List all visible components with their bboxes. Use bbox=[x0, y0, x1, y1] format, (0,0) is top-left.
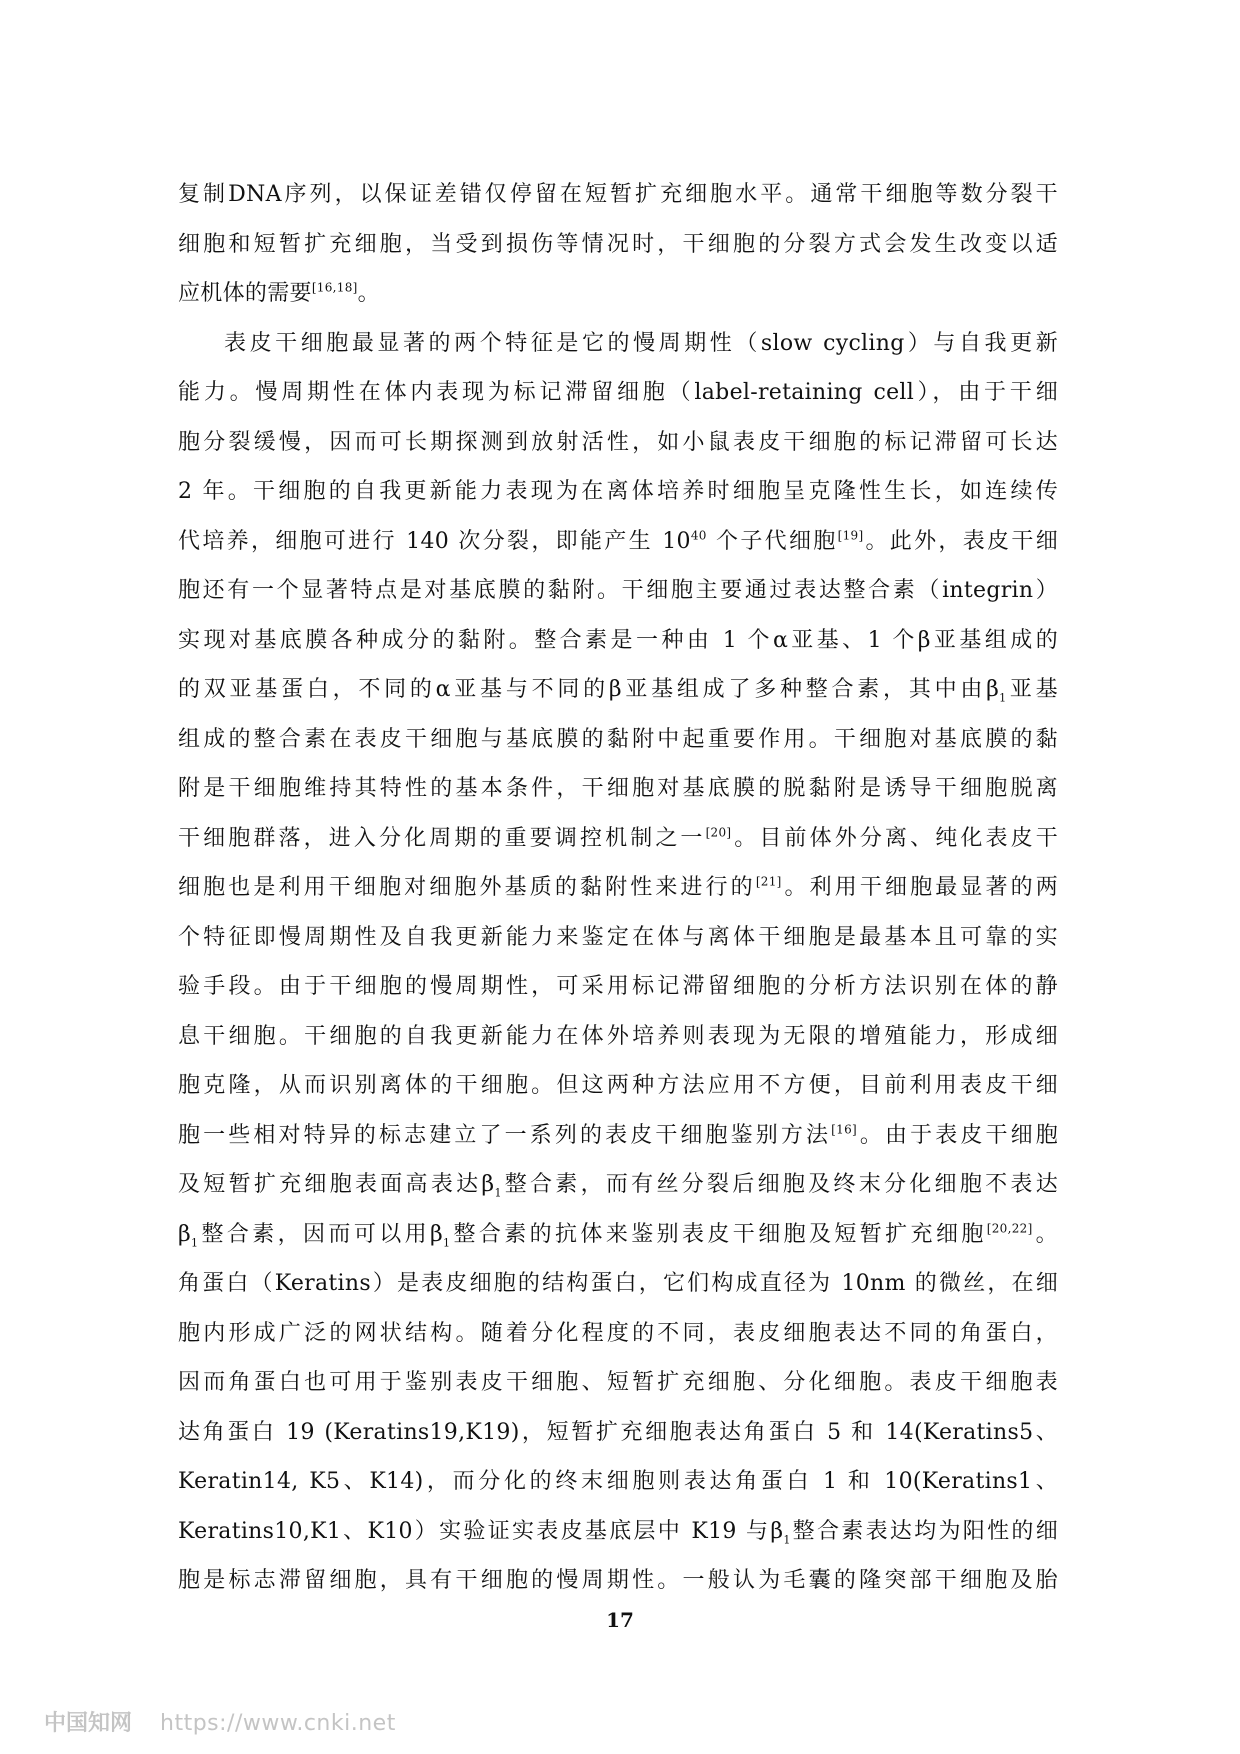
text-line: 胞一些相对特异的标志建立了一系列的表皮干细胞鉴别方法[16]。由于表皮干细胞 bbox=[178, 1122, 1058, 1148]
text-line: 胞克隆，从而识别离体的干细胞。但这两种方法应用不方便，目前利用表皮干细 bbox=[178, 1073, 1058, 1098]
text-line: 干细胞群落，进入分化周期的重要调控机制之一[20]。目前体外分离、纯化表皮干 bbox=[178, 825, 1058, 851]
text-line: 细胞也是利用干细胞对细胞外基质的黏附性来进行的[21]。利用干细胞最显著的两 bbox=[178, 874, 1058, 900]
text-line: 及短暂扩充细胞表面高表达$\beta_1$整合素，而有丝分裂后细胞及终末分化细胞不表达 bbox=[178, 1172, 1058, 1200]
text-line: $\beta_1$整合素，因而可以用$\beta_1$整合素的抗体来鉴别表皮干细胞及短暂扩充细胞[20,22]。 bbox=[178, 1221, 1058, 1249]
citation-ref: [20] bbox=[705, 825, 732, 840]
text-line: 个特征即慢周期性及自我更新能力来鉴定在体与离体干细胞是最基本且可靠的实 bbox=[178, 924, 1058, 950]
text-line: 应机体的需要[16,18]。 bbox=[178, 280, 380, 306]
page-body bbox=[178, 170, 1058, 1606]
text-line: 实现对基底膜各种成分的黏附。整合素是一种由 1 个α亚基、1 个β亚基组成的 bbox=[178, 627, 1058, 653]
citation-ref: [20,22] bbox=[986, 1221, 1033, 1236]
subscript: 1 bbox=[494, 1186, 502, 1200]
subscript: 1 bbox=[999, 691, 1007, 705]
text-line: 2 年。干细胞的自我更新能力表现为在离体培养时细胞呈克隆性生长，如连续传 bbox=[178, 479, 1058, 504]
text-line: 胞内形成广泛的网状结构。随着分化程度的不同，表皮细胞表达不同的角蛋白， bbox=[178, 1320, 1058, 1346]
citation-ref: [19] bbox=[837, 528, 864, 543]
text-line: 附是干细胞维持其特性的基本条件，干细胞对基底膜的脱黏附是诱导干细胞脱离 bbox=[178, 776, 1058, 801]
text-line: 的双亚基蛋白，不同的α亚基与不同的β亚基组成了多种整合素，其中由$\beta_1$亚基 bbox=[178, 677, 1058, 705]
watermark-logo: 中国知网 bbox=[44, 1711, 133, 1736]
text-line: 组成的整合素在表皮干细胞与基底膜的黏附中起重要作用。干细胞对基底膜的黏 bbox=[178, 726, 1058, 752]
text-line: 代培养，细胞可进行 140 次分裂，即能产生 $10^{40}$ 个子代细胞[19]。此外，表皮干细 bbox=[178, 528, 1058, 554]
text-line: 达角蛋白 19 (Keratins19,K19)，短暂扩充细胞表达角蛋白 5 和 14(Keratins5、 bbox=[178, 1419, 1058, 1445]
text-line: Keratins10,K1、K10）实验证实表皮基底层中 K19 与$\beta_1$整合素表达均为阳性的细 bbox=[178, 1518, 1058, 1546]
text-line: 能力。慢周期性在体内表现为标记滞留细胞（label-retaining cell），由于干细 bbox=[178, 380, 1058, 405]
subscript: 1 bbox=[191, 1235, 199, 1249]
cnki-watermark bbox=[44, 1706, 396, 1737]
text-line: 角蛋白（Keratins）是表皮细胞的结构蛋白，它们构成直径为 10nm 的微丝，在细 bbox=[178, 1271, 1058, 1296]
citation-ref: [16,18] bbox=[311, 280, 358, 295]
text-line: 细胞和短暂扩充细胞，当受到损伤等情况时，干细胞的分裂方式会发生改变以适 bbox=[178, 231, 1058, 257]
exponent: 40 bbox=[690, 528, 707, 543]
subscript: 1 bbox=[783, 1532, 791, 1546]
page-number: 17 bbox=[606, 1608, 634, 1632]
text-line: 胞还有一个显著特点是对基底膜的黏附。干细胞主要通过表达整合素（integrin） bbox=[178, 578, 1058, 603]
watermark-url: https://www.cnki.net bbox=[160, 1711, 396, 1736]
text-line: 胞分裂缓慢，因而可长期探测到放射活性，如小鼠表皮干细胞的标记滞留可长达 bbox=[178, 429, 1058, 455]
text-line: 因而角蛋白也可用于鉴别表皮干细胞、短暂扩充细胞、分化细胞。表皮干细胞表 bbox=[178, 1370, 1058, 1395]
citation-ref: [21] bbox=[755, 874, 782, 889]
text-line: 复制DNA序列，以保证差错仅停留在短暂扩充细胞水平。通常干细胞等数分裂干 bbox=[178, 182, 1058, 207]
text-line: 表皮干细胞最显著的两个特征是它的慢周期性（slow cycling）与自我更新 bbox=[224, 330, 1058, 356]
text-line: Keratin14, K5、K14)，而分化的终末细胞则表达角蛋白 1 和 10(Keratins1、 bbox=[178, 1469, 1058, 1494]
citation-ref: [16] bbox=[831, 1122, 858, 1137]
subscript: 1 bbox=[443, 1235, 451, 1249]
text-line: 息干细胞。干细胞的自我更新能力在体外培养则表现为无限的增殖能力，形成细 bbox=[178, 1023, 1058, 1049]
text-line: 胞是标志滞留细胞，具有干细胞的慢周期性。一般认为毛囊的隆突部干细胞及胎 bbox=[178, 1568, 1058, 1593]
text-line: 验手段。由于干细胞的慢周期性，可采用标记滞留细胞的分析方法识别在体的静 bbox=[178, 974, 1058, 999]
